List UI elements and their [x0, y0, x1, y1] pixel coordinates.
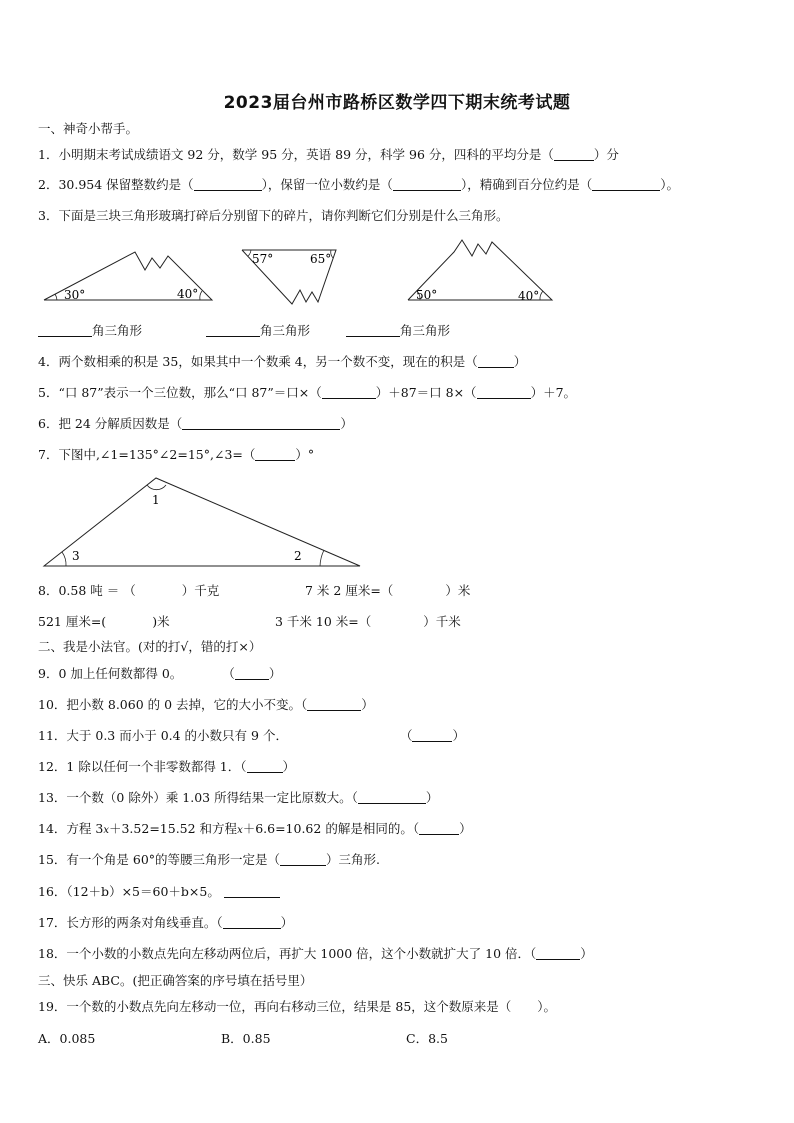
q3-answer-1 — [38, 323, 142, 339]
q-tail: ）千米 — [423, 614, 461, 629]
question-11 — [38, 728, 465, 744]
answer-suffix: 角三角形 — [400, 323, 451, 338]
option-c[interactable]: C．8.5 — [406, 1031, 448, 1046]
q-text: 有一个角是 60°的等腰三角形一定是（ — [66, 852, 281, 867]
q-open: （ — [399, 728, 413, 743]
question-15 — [38, 852, 380, 868]
fragment-2-angle-right: 65° — [310, 252, 332, 266]
q3-answer-2 — [206, 323, 310, 339]
q-text: 两个数相乘的积是 35，如果其中一个数乘 4，另一个数不变，现在的积是（ — [58, 354, 478, 369]
question-5 — [38, 385, 576, 401]
question-8-a — [38, 583, 219, 599]
triangle-outline — [44, 478, 360, 566]
q-close: ） — [268, 666, 282, 681]
q-text-c: ）＋7。 — [530, 385, 577, 400]
answer-blank[interactable] — [247, 760, 283, 773]
answer-blank[interactable] — [223, 916, 281, 929]
answer-blank[interactable] — [235, 667, 269, 680]
answer-blank-2[interactable] — [393, 178, 461, 191]
q-text: 0 加上任何数都得 0。 — [58, 666, 183, 681]
q-text: 一个小数的小数点先向左移动两位后，再扩大 1000 倍，这个小数就扩大了 10 倍．（ — [66, 946, 537, 961]
q-tail: ）分 — [593, 147, 619, 162]
q-text-c: ），精确到百分位约是（ — [460, 177, 593, 192]
q-number: 8． — [38, 583, 59, 598]
q-number: 12． — [38, 759, 67, 774]
q-text: 1 除以任何一个非零数都得 1．（ — [66, 759, 247, 774]
option-b[interactable]: B．0.85 — [221, 1031, 271, 1046]
section-2-heading: 二、我是小法官。(对的打√，错的打×） — [38, 639, 262, 654]
fragment-2 — [242, 250, 336, 304]
q-tail: )米 — [152, 614, 170, 629]
answer-blank[interactable] — [280, 853, 326, 866]
q-number: 2． — [38, 177, 59, 192]
angle-3-label: 3 — [72, 549, 80, 563]
q-number: 14． — [38, 821, 67, 836]
glass-fragments-figure — [0, 236, 794, 312]
q-number: 9． — [38, 666, 59, 681]
question-1 — [38, 147, 619, 163]
q-close: ） — [361, 697, 374, 712]
q-text-b: ） — [340, 416, 353, 431]
q-number: 5． — [38, 385, 59, 400]
option-a[interactable]: A．0.085 — [38, 1031, 96, 1046]
angle-2-label: 2 — [294, 549, 302, 563]
q-number: 1． — [38, 147, 59, 162]
answer-blank-3[interactable] — [346, 324, 400, 337]
question-10 — [38, 697, 374, 713]
q-text: 一个数的小数点先向左移动一位，再向右移动三位，结果是 85，这个数原来是（ — [66, 999, 512, 1014]
answer-blank[interactable] — [536, 947, 580, 960]
question-16 — [38, 884, 280, 900]
q-text-b: ），保留一位小数约是（ — [261, 177, 393, 192]
answer-blank[interactable] — [554, 148, 594, 161]
q-text-a: 把 24 分解质因数是（ — [58, 416, 183, 431]
answer-blank[interactable] — [182, 417, 340, 430]
q-tail: ）。 — [537, 999, 557, 1014]
answer-blank-3[interactable] — [592, 178, 660, 191]
answer-blank-2[interactable] — [477, 386, 531, 399]
q-text: 521 厘米=( — [38, 614, 107, 629]
fragment-3-angle-left: 50° — [416, 288, 438, 302]
fragment-1 — [44, 252, 212, 302]
question-8-c — [38, 614, 170, 630]
q-close: ） — [580, 946, 593, 961]
q-text: 把小数 8.060 的 0 去掉，它的大小不变。（ — [66, 697, 308, 712]
q-text: 3 千米 10 米=（ — [275, 614, 372, 629]
q-close: ） — [452, 728, 465, 743]
angle-1-label: 1 — [152, 493, 160, 507]
q-close: ） — [459, 821, 472, 836]
answer-blank[interactable] — [419, 822, 459, 835]
q-open: （ — [222, 666, 235, 681]
fragment-3 — [408, 240, 552, 303]
answer-suffix: 角三角形 — [92, 323, 143, 338]
q-text-b: ）＋87＝口 8×（ — [375, 385, 477, 400]
q-number: 15． — [38, 852, 67, 867]
q-text: 大于 0.3 而小于 0.4 的小数只有 9 个． — [66, 728, 288, 743]
q-text: 小明期末考试成绩语文 92 分，数学 95 分，英语 89 分，科学 96 分，四科的平均分是（ — [58, 147, 554, 162]
answer-blank[interactable] — [224, 885, 280, 898]
q-number: 10． — [38, 697, 67, 712]
answer-suffix: 角三角形 — [260, 323, 311, 338]
question-7 — [38, 447, 314, 463]
answer-blank[interactable] — [255, 448, 295, 461]
q-number: 11． — [38, 728, 67, 743]
question-14 — [38, 821, 472, 839]
page-title: 2023届台州市路桥区数学四下期末统考试题 — [223, 93, 571, 113]
fragment-2-angle-left: 57° — [252, 252, 274, 266]
fragment-1-angle-left: 30° — [64, 288, 86, 302]
q-close: ） — [282, 759, 296, 774]
answer-blank-1[interactable] — [194, 178, 262, 191]
question-18 — [38, 946, 593, 962]
q-text: 7 米 2 厘米=（ — [305, 583, 394, 598]
q-text: （12＋b）×5＝60＋b×5。 — [66, 884, 220, 899]
q-text-b: ＋3.52=15.52 和方程 — [108, 821, 238, 836]
q-number: 16． — [38, 884, 67, 899]
question-19 — [38, 999, 556, 1015]
q-text-c: ＋6.6=10.62 的解是相同的。（ — [242, 821, 420, 836]
angle-1-arc — [147, 485, 166, 490]
angle-2-arc — [320, 550, 324, 566]
question-12 — [38, 759, 295, 775]
question-8-b — [305, 583, 470, 599]
q-number: 3． — [38, 208, 59, 223]
q-number: 6． — [38, 416, 59, 431]
q-text-a: 30.954 保留整数约是（ — [58, 177, 194, 192]
question-8-d — [275, 614, 461, 630]
q-number: 13． — [38, 790, 67, 805]
question-3 — [38, 208, 508, 224]
q-tail: ）千克 — [181, 583, 220, 598]
answer-blank[interactable] — [478, 355, 514, 368]
question-4 — [38, 354, 526, 370]
q-text-a: 方程 3 — [66, 821, 104, 836]
q-text-b: ）° — [295, 447, 315, 462]
variable-x: x — [103, 825, 109, 836]
answer-blank-1[interactable] — [38, 324, 92, 337]
answer-blank[interactable] — [358, 791, 426, 804]
question-6 — [38, 416, 353, 432]
question-13 — [38, 790, 438, 806]
q-number: 7． — [38, 447, 59, 462]
q-tail: ） — [513, 354, 527, 369]
section-1-heading: 一、神奇小帮手。 — [38, 121, 139, 136]
angle-3-arc — [62, 552, 66, 566]
q-close: ） — [425, 790, 439, 805]
q-text: 一个数（0 除外）乘 1.03 所得结果一定比原数大。（ — [66, 790, 358, 805]
q-text-d: ）。 — [660, 177, 679, 192]
q-number: 4． — [38, 354, 59, 369]
answer-blank-1[interactable] — [322, 386, 376, 399]
answer-blank-2[interactable] — [206, 324, 260, 337]
q-number: 18． — [38, 946, 67, 961]
question-9 — [38, 666, 281, 682]
q-number: 17． — [38, 915, 67, 930]
q-text: 下面是三块三角形玻璃打碎后分别留下的碎片，请你判断它们分别是什么三角形。 — [58, 208, 509, 223]
section-3-heading: 三、快乐 ABC。(把正确答案的序号填在括号里） — [38, 973, 313, 988]
variable-x: x — [237, 825, 243, 836]
q3-answer-3 — [346, 323, 450, 339]
q-text-a: 下图中,∠1=135°∠2=15°,∠3=（ — [58, 447, 256, 462]
question-2 — [38, 177, 679, 193]
q-text-a: “口 87”表示一个三位数，那么“口 87”＝口×（ — [58, 385, 322, 400]
q-tail: ）三角形. — [326, 852, 381, 867]
question-17 — [38, 915, 293, 931]
q-text: 长方形的两条对角线垂直。（ — [66, 915, 223, 930]
q-number: 19． — [38, 999, 67, 1014]
answer-blank[interactable] — [412, 729, 452, 742]
triangle-figure — [0, 470, 794, 574]
q-close: ） — [280, 915, 294, 930]
fragment-3-angle-right: 40° — [518, 289, 540, 303]
fragment-1-angle-right: 40° — [177, 287, 199, 301]
q-tail: ）米 — [445, 583, 471, 598]
q-text: 0.58 吨 ＝ （ — [58, 583, 136, 598]
answer-blank[interactable] — [307, 698, 361, 711]
